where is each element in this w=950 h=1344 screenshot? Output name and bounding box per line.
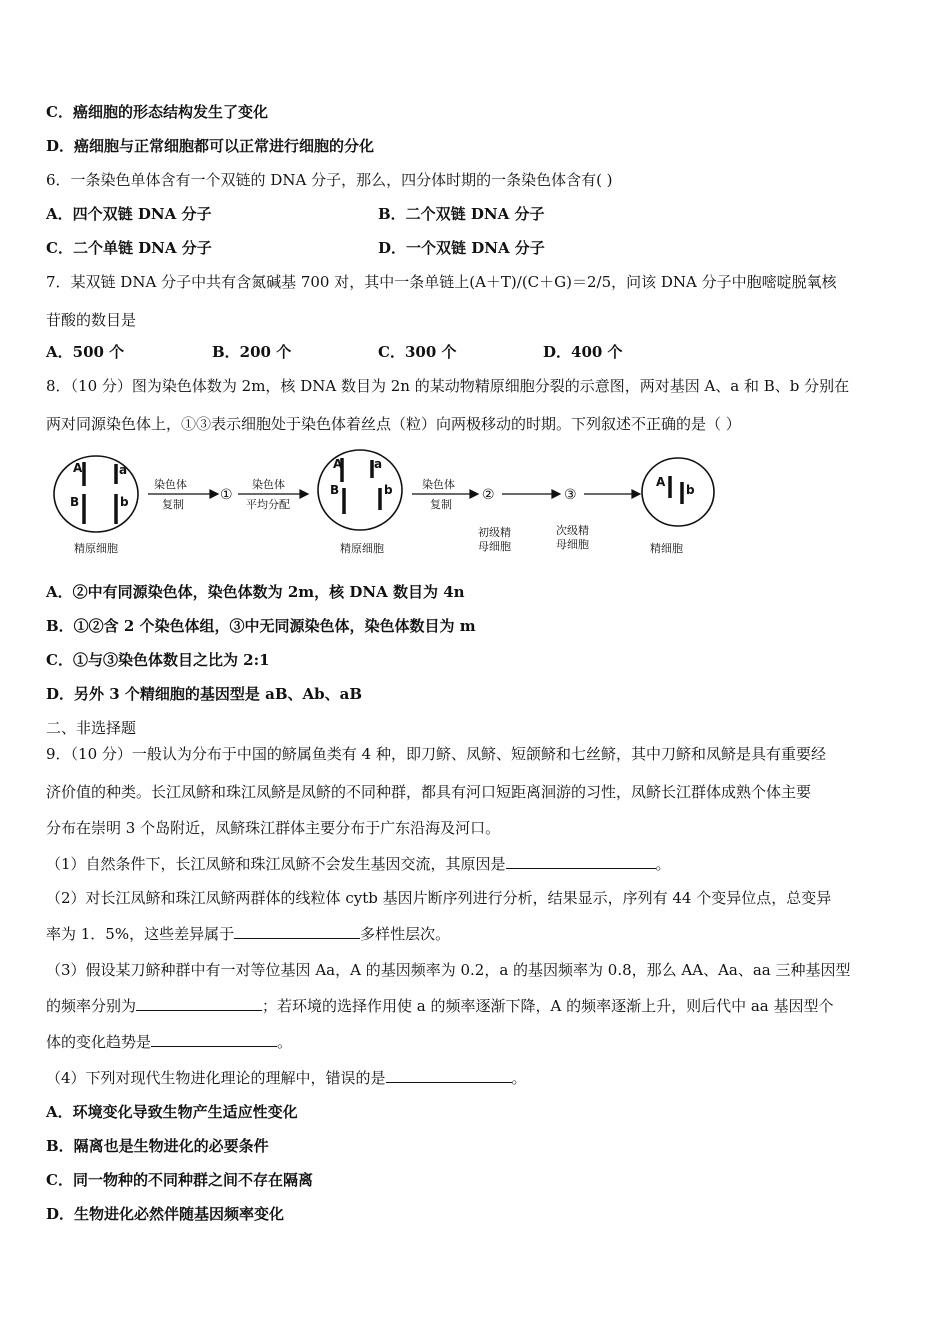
stage-2-marker: ② [482,487,495,503]
q9-part1-end: 。 [655,855,671,873]
q9-part3-line2 [46,996,834,1016]
arrow-2-bottom-label: 平均分配 [246,498,290,511]
q9-part3-line3 [46,1032,292,1052]
gene-b-label: b [686,483,695,497]
stage-3-label-line1: 次级精 [556,524,589,537]
q7-stem-line2: 苷酸的数目是 [46,311,137,329]
q8-option-b: B．①②含 2 个染色体组，③中无同源染色体，染色体数目为 m [46,617,476,635]
q6-option-b: B．二个双链 DNA 分子 [378,205,545,223]
q9-part2-end: 多样性层次。 [360,925,451,943]
q7-option-b: B．200 个 [212,343,292,361]
q9-part2-line2 [46,924,450,944]
q9-stem-line2: 济价值的种类。长江凤鲚和珠江凤鲚是凤鲚的不同种群，都具有河口短距离洄游的习性，凤鲚长江群体成熟个体主要 [46,783,812,801]
q9-option-b: B．隔离也是生物进化的必要条件 [46,1137,269,1155]
q8-stem-line2: 两对同源染色体上，①③表示细胞处于染色体着丝点（粒）向两极移动的时期。下列叙述不正确的是（ ） [46,415,741,433]
q9-option-a: A．环境变化导致生物产生适应性变化 [46,1103,298,1121]
q9-stem-line3: 分布在崇明 3 个岛附近，凤鲚珠江群体主要分布于广东沿海及河口。 [46,819,501,837]
cell-3-label: 精细胞 [650,542,683,555]
q9-part2-line1: （2）对长江凤鲚和珠江凤鲚两群体的线粒体 cytb 基因片断序列进行分析，结果显示，序列有 44 个变异位点，总变异 [46,889,832,907]
arrow-5-head [632,490,640,498]
arrow-3-bottom-label: 复制 [430,498,452,511]
q9-part3-blank-2[interactable] [151,1032,277,1047]
gene-A-label: A [333,457,343,471]
q7-stem-line1: 7．某双链 DNA 分子中共有含氮碱基 700 对，其中一条单链上(A＋T)/(C＋G)＝2/5，问该 DNA 分子中胞嘧啶脱氧核 [46,273,837,291]
gene-B-label: B [70,495,80,509]
q8-stem-line1: 8．（10 分）图为染色体数为 2m，核 DNA 数目为 2n 的某动物精原细胞分裂的示意图，两对基因 A、a 和 B、b 分别在 [46,377,850,395]
q7-option-c: C．300 个 [378,343,457,361]
section-heading: 二、非选择题 [46,719,137,737]
meiosis-diagram [50,448,730,566]
gene-b-label: b [120,495,129,509]
q7-option-d: D．400 个 [543,343,623,361]
gene-a-label: a [374,457,383,471]
q9-part3-line3-end: 。 [277,1033,293,1051]
arrow-1-top-label: 染色体 [154,478,187,491]
arrow-1-bottom-label: 复制 [162,498,184,511]
arrow-2-head [300,490,308,498]
arrow-4-head [552,490,560,498]
option-d-prev: D．癌细胞与正常细胞都可以正常进行细胞的分化 [46,137,375,155]
cell-1-chromosomes [84,462,116,524]
gene-a-label: a [119,463,128,477]
stage-3-marker: ③ [564,487,577,503]
arrow-3-head [470,490,478,498]
stage-2-label-line1: 初级精 [478,526,511,539]
cell-3-outline [642,458,714,526]
q9-part1-text: （1）自然条件下，长江凤鲚和珠江凤鲚不会发生基因交流，其原因是 [46,855,506,873]
q8-option-a: A．②中有同源染色体，染色体数为 2m，核 DNA 数目为 4n [46,583,465,601]
q6-option-c: C．二个单链 DNA 分子 [46,239,212,257]
q9-part3-blank-1[interactable] [136,996,262,1011]
gene-B-label: B [330,483,340,497]
cell-2-label: 精原细胞 [340,542,384,555]
q9-part4-blank[interactable] [386,1068,512,1083]
q9-part1 [46,854,671,874]
q9-option-c: C．同一物种的不同种群之间不存在隔离 [46,1171,313,1189]
q6-option-d: D．一个双链 DNA 分子 [378,239,545,257]
gene-A-label: A [656,475,666,489]
q9-part3-text: 的频率分别为 [46,997,137,1015]
arrow-2-top-label: 染色体 [252,478,285,491]
q9-part4-end: 。 [511,1069,527,1087]
stage-1-marker: ① [220,487,233,503]
cell-3-chromosomes [670,476,682,504]
q9-part3-line1: （3）假设某刀鲚种群中有一对等位基因 Aa，A 的基因频率为 0.2，a 的基因频率为 0.8，那么 AA、Aa、aa 三种基因型 [46,961,851,979]
gene-A-label: A [73,461,83,475]
q9-stem-line1: 9．（10 分）一般认为分布于中国的鲚属鱼类有 4 种，即刀鲚、凤鲚、短颌鲚和七丝鲚，其中刀鲚和凤鲚是具有重要经 [46,745,826,763]
arrow-3-top-label: 染色体 [422,478,455,491]
q9-option-d: D．生物进化必然伴随基因频率变化 [46,1205,285,1223]
q9-part1-blank[interactable] [506,854,656,869]
q9-part2-text: 率为 1．5%，这些差异属于 [46,925,235,943]
gene-b-label: b [384,483,393,497]
q9-part2-blank[interactable] [234,924,360,939]
stage-3-label-line2: 母细胞 [556,538,589,551]
q9-part3-continued: ；若环境的选择作用使 a 的频率逐渐下降，A 的频率逐渐上升，则后代中 aa 基因型个 [262,997,834,1015]
q9-part4 [46,1068,527,1088]
q7-option-a: A．500 个 [46,343,125,361]
option-c-prev: C．癌细胞的形态结构发生了变化 [46,103,268,121]
q9-part3-line3-text: 体的变化趋势是 [46,1033,152,1051]
q6-stem: 6．一条染色单体含有一个双链的 DNA 分子，那么，四分体时期的一条染色体含有( ) [46,171,613,189]
q6-option-a: A．四个双链 DNA 分子 [46,205,212,223]
q8-option-c: C．①与③染色体数目之比为 2:1 [46,651,270,669]
stage-2-label-line2: 母细胞 [478,540,511,553]
q8-option-d: D．另外 3 个精细胞的基因型是 aB、Ab、aB [46,685,363,703]
q9-part4-text: （4）下列对现代生物进化理论的理解中，错误的是 [46,1069,386,1087]
arrow-1-head [210,490,218,498]
cell-1-label: 精原细胞 [74,542,118,555]
